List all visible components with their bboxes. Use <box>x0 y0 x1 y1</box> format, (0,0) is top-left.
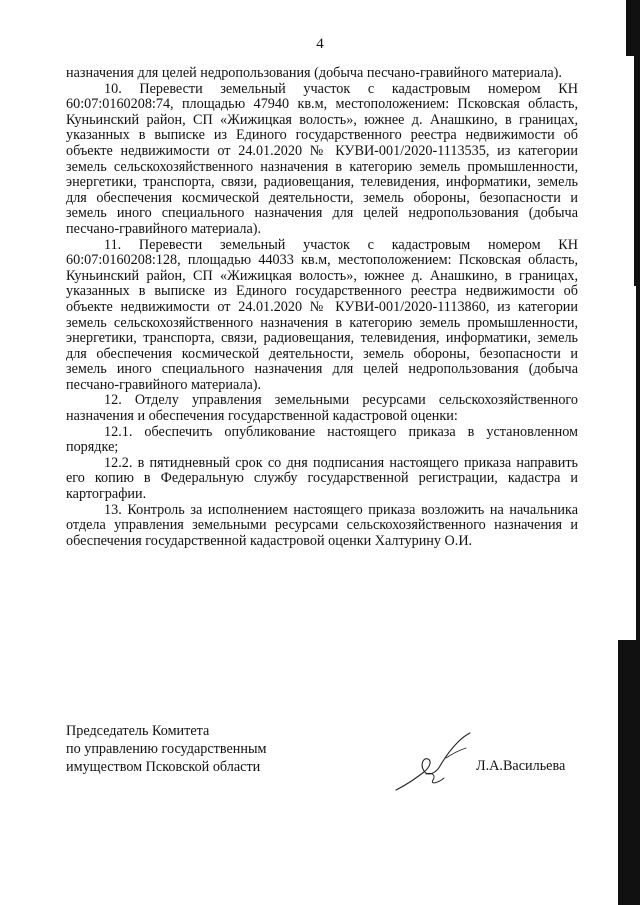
paragraph-item-13: 13. Контроль за исполнением настоящего приказа возложить на начальника отдела управления земельными ресурсами сельскохозяйственного назначения и обеспечения государственной кадастровой оценки Халтурину О.И. <box>66 501 578 549</box>
paragraph-item-10: 10. Перевести земельный участок с кадастровым номером КН 60:07:0160208:74, площадью 47940 кв.м, местоположением: Псковская область, Куньинский район, СП «Жижицкая волость», южнее д. Анашкино, в границах, указанных в выписке из Единого государственного реестра недвижимости об объекте недвижимости от 24.01.2020 № КУВИ-001/2020-1113535, из категории земель сельскохозяйственного назначения в категорию земель промышленности, энергетики, транспорта, связи, радиовещания, телевидения, информатики, земель для обеспечения космической деятельности, земель обороны, безопасности и земель иного специального назначения для целей недропользования (добыча песчано-гравийного материала). <box>66 80 578 237</box>
page-number: 4 <box>316 36 324 52</box>
scan-edge-artifact <box>636 286 640 640</box>
signatory-title-line: Председатель Комитета <box>66 723 210 739</box>
handwritten-signature <box>386 728 476 798</box>
paragraph-continuation: назначения для целей недропользования (добыча песчано-гравийного материала). <box>66 65 562 81</box>
paragraph-item-11: 11. Перевести земельный участок с кадастровым номером КН 60:07:0160208:128, площадью 44033 кв.м, местоположением: Псковская область, Куньинский район, СП «Жижицкая волость», южнее д. Анашкино, в границах, указанных в выписке из Единого государственного реестра недвижимости об объекте недвижимости от 24.01.2020 № КУВИ-001/2020-1113860, из категории земель сельскохозяйственного назначения в категорию земель промышленности, энергетики, транспорта, связи, радиовещания, телевидения, информатики, земель для обеспечения космической деятельности, земель обороны, безопасности и земель иного специального назначения для целей недропользования (добыча песчано-гравийного материала). <box>66 236 578 393</box>
signatory-name: Л.А.Васильева <box>476 758 566 774</box>
paragraph-item-12-1: 12.1. обеспечить опубликование настоящего приказа в установленном порядке; <box>66 423 578 456</box>
paragraph-item-12-2: 12.2. в пятидневный срок со дня подписания настоящего приказа направить его копию в Федеральную службу государственной регистрации, кадастра и картографии. <box>66 454 578 503</box>
signatory-title-line: по управлению государственным <box>66 741 267 757</box>
signatory-title <box>66 722 266 776</box>
scan-edge-artifact <box>634 56 640 286</box>
scan-edge-artifact <box>618 640 640 905</box>
document-body <box>66 66 578 549</box>
signatory-title-line: имуществом Псковской области <box>66 759 261 775</box>
paragraph-item-12: 12. Отделу управления земельными ресурсами сельскохозяйственного назначения и обеспечения государственной кадастровой оценки: <box>66 392 578 425</box>
